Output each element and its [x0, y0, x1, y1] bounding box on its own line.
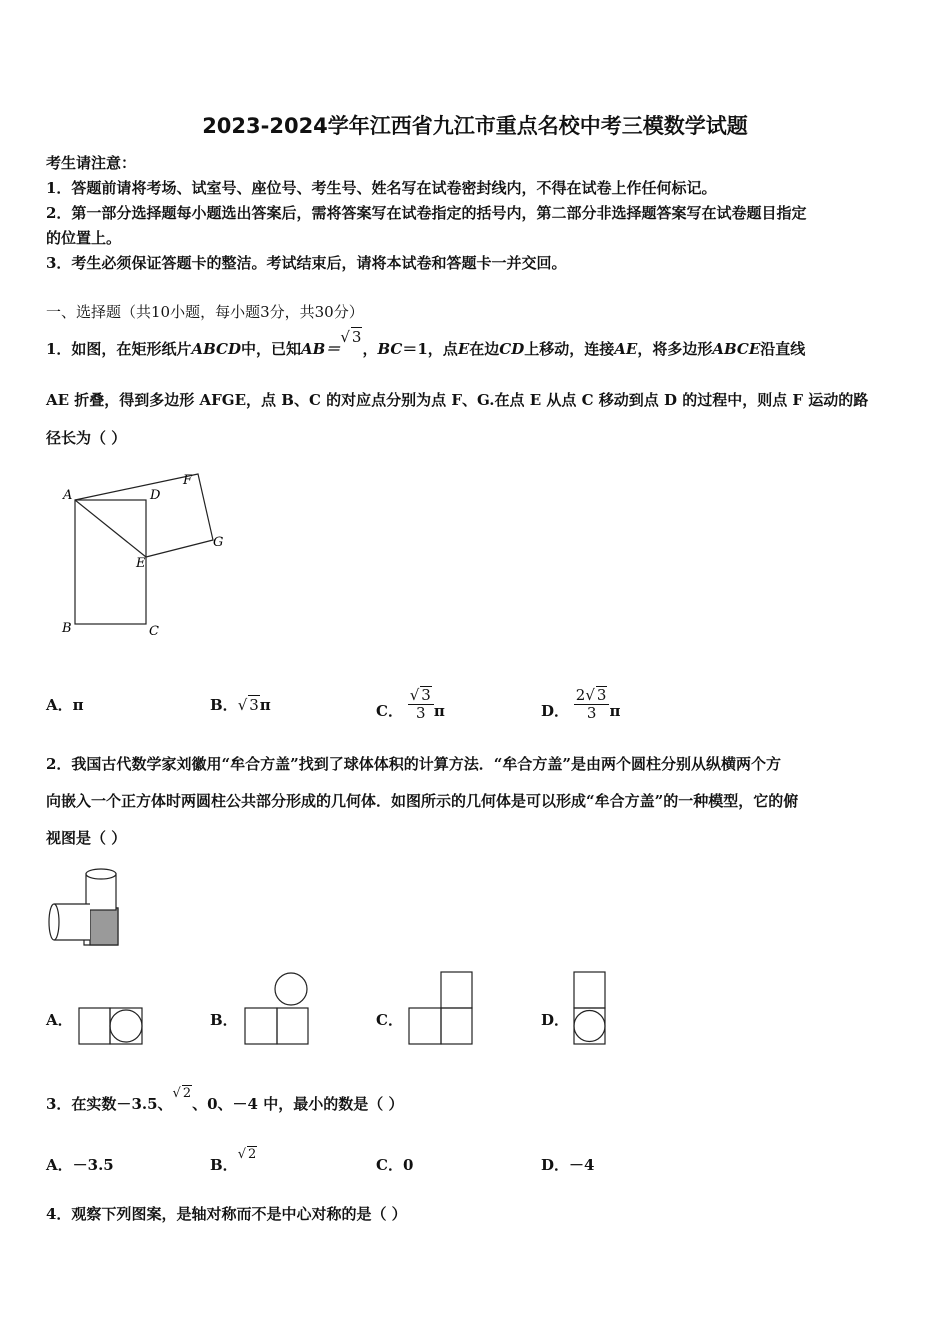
q2-option-d-label[interactable]: D． [541, 1011, 570, 1029]
numerator-radicand: 3 [421, 686, 431, 704]
option-pi: π [259, 696, 271, 714]
q1-sqrt [340, 328, 362, 346]
q4-line-1: 4．观察下列图案，是轴对称而不是中心对称的是（ ） [46, 1205, 407, 1223]
q1-text: 上移动，连接 [524, 340, 615, 358]
q2-option-b-figure[interactable] [243, 970, 311, 1046]
horizontal-cylinder-end [49, 904, 59, 940]
circle [110, 1010, 142, 1042]
radical-sign: √ [585, 686, 595, 704]
notice-item-1: 1．答题前请将考场、试室号、座位号、考生号、姓名写在试卷密封线内，不得在试卷上作任何标记。 [46, 179, 717, 197]
label-b: B [62, 621, 72, 636]
q1-var: BC [377, 340, 403, 358]
q2-option-a-figure[interactable] [78, 1007, 144, 1045]
notice-item-2-cont: 的位置上。 [46, 229, 122, 247]
q3-option-b[interactable] [210, 1147, 257, 1175]
option-pi: π [433, 702, 445, 721]
q2-line-3: 视图是（ ） [46, 829, 127, 847]
section-heading: 一、选择题（共10小题，每小题3分，共30分） [46, 303, 364, 321]
option-value: －4 [569, 1156, 595, 1174]
q1-var: ABCD [191, 340, 241, 358]
q3-option-c[interactable] [376, 1154, 413, 1175]
notice-item-2: 2．第一部分选择题每小题选出答案后，需将答案写在试卷指定的括号内，第二部分非选择题答案写在试卷题目指定 [46, 204, 807, 222]
radical-sign: √ [237, 696, 248, 714]
q1-figure [55, 468, 235, 643]
q3-text: 、0、－4 中，最小的数是（ ） [192, 1095, 404, 1113]
q1-text: 1．如图，在矩形纸片 [46, 340, 192, 358]
option-letter: D． [541, 702, 570, 721]
label-c: C [149, 624, 159, 639]
option-sqrt [238, 1147, 258, 1162]
fraction-denominator: 3 [586, 704, 597, 723]
square-left [79, 1008, 110, 1044]
fraction [574, 686, 610, 723]
label-d: D [150, 488, 161, 503]
label-f: F [183, 473, 193, 488]
option-letter: A． [46, 696, 73, 714]
radical-sign: √ [172, 1086, 181, 1101]
circle [574, 1011, 605, 1042]
page-title: 2023-2024学年江西省九江市重点名校中考三模数学试题 [202, 114, 748, 138]
option-letter: D． [541, 1156, 570, 1174]
q1-line-3: 径长为（ ） [46, 429, 127, 447]
q2-line-2: 向嵌入一个正方体时两圆柱公共部分形成的几何体．如图所示的几何体是可以形成“牟合方盖”的一种模型，它的俯 [46, 792, 799, 810]
q1-line-1 [46, 328, 806, 359]
q2-option-c-figure[interactable] [407, 970, 475, 1046]
polygon-afge [75, 474, 213, 557]
q1-var: ABCE [712, 340, 761, 358]
label-e: E [136, 556, 146, 571]
square-left [409, 1008, 441, 1044]
option-value: 0 [402, 1156, 414, 1174]
q1-text: ，将多边形 [637, 340, 713, 358]
option-radicand: 3 [249, 696, 259, 714]
q1-option-b[interactable] [210, 694, 271, 715]
q2-option-d-figure[interactable] [572, 970, 608, 1046]
q2-model-figure [46, 866, 126, 948]
q1-var: AE [614, 340, 638, 358]
q1-text: 中，已知 [241, 340, 302, 358]
q3-sqrt-value: 2 [182, 1086, 192, 1101]
q1-option-c[interactable] [376, 672, 445, 723]
option-pi: π [609, 702, 621, 721]
notice-item-3: 3．考生必须保证答题卡的整洁。考试结束后，请将本试卷和答题卡一并交回。 [46, 254, 567, 272]
q1-option-d[interactable] [541, 672, 621, 723]
fraction [408, 686, 434, 723]
cube-shaded-face [90, 908, 118, 945]
q3-sqrt [173, 1086, 193, 1101]
label-g: G [213, 535, 224, 550]
option-letter: A． [46, 1156, 73, 1174]
q1-line-2: AE 折叠，得到多边形 AFGE，点 B、C 的对应点分别为点 F、G.在点 E 从点 C 移动到点 D 的过程中，则点 F 运动的路 [46, 391, 869, 409]
circle [275, 973, 307, 1005]
fraction-numerator [574, 686, 610, 705]
square-bottom [574, 1008, 605, 1044]
option-radicand: 2 [247, 1147, 257, 1162]
square-right [110, 1008, 142, 1044]
radical-sign: √ [237, 1147, 246, 1162]
square-right [441, 1008, 472, 1044]
segment-ae [75, 500, 146, 557]
q1-var: CD [499, 340, 525, 358]
square-top [574, 972, 605, 1008]
numerator-coefficient: 2 [575, 686, 586, 704]
q1-sqrt-value: 3 [351, 328, 362, 346]
option-letter: C． [376, 702, 403, 721]
q1-text: ＝1，点 [402, 340, 458, 358]
q1-text: 在边 [469, 340, 500, 358]
option-value: π [72, 696, 84, 714]
q3-option-d[interactable] [541, 1154, 594, 1175]
option-letter: B． [210, 1156, 238, 1174]
q1-var: E [457, 340, 470, 358]
q1-option-a[interactable] [46, 694, 84, 715]
option-value: －3.5 [72, 1156, 114, 1174]
q3-option-a[interactable] [46, 1154, 114, 1175]
radical-sign: √ [340, 328, 350, 346]
q3-text: 3．在实数－3.5、 [46, 1095, 173, 1113]
vertical-cylinder-top [86, 869, 116, 879]
radical-sign: √ [409, 686, 420, 704]
q2-option-a-label[interactable]: A． [46, 1011, 73, 1029]
square-left [245, 1008, 277, 1044]
q1-text: 沿直线 [760, 340, 806, 358]
q1-text: ， [362, 340, 378, 358]
q2-option-b-label[interactable]: B． [210, 1011, 238, 1029]
label-a: A [63, 488, 73, 503]
q2-option-c-label[interactable]: C． [376, 1011, 403, 1029]
square-right [277, 1008, 308, 1044]
numerator-radicand: 3 [596, 686, 607, 704]
fraction-numerator [408, 686, 434, 705]
q1-var: AB＝ [301, 340, 341, 358]
notice-heading: 考生请注意： [46, 154, 137, 172]
q3-line-1 [46, 1086, 404, 1114]
option-letter: B． [210, 696, 238, 714]
fraction-denominator: 3 [416, 704, 426, 723]
option-letter: C． [376, 1156, 403, 1174]
square-top [441, 972, 472, 1008]
q2-line-1: 2．我国古代数学家刘徽用“牟合方盖”找到了球体体积的计算方法．“牟合方盖”是由两个圆柱分别从纵横两个方 [46, 755, 781, 773]
